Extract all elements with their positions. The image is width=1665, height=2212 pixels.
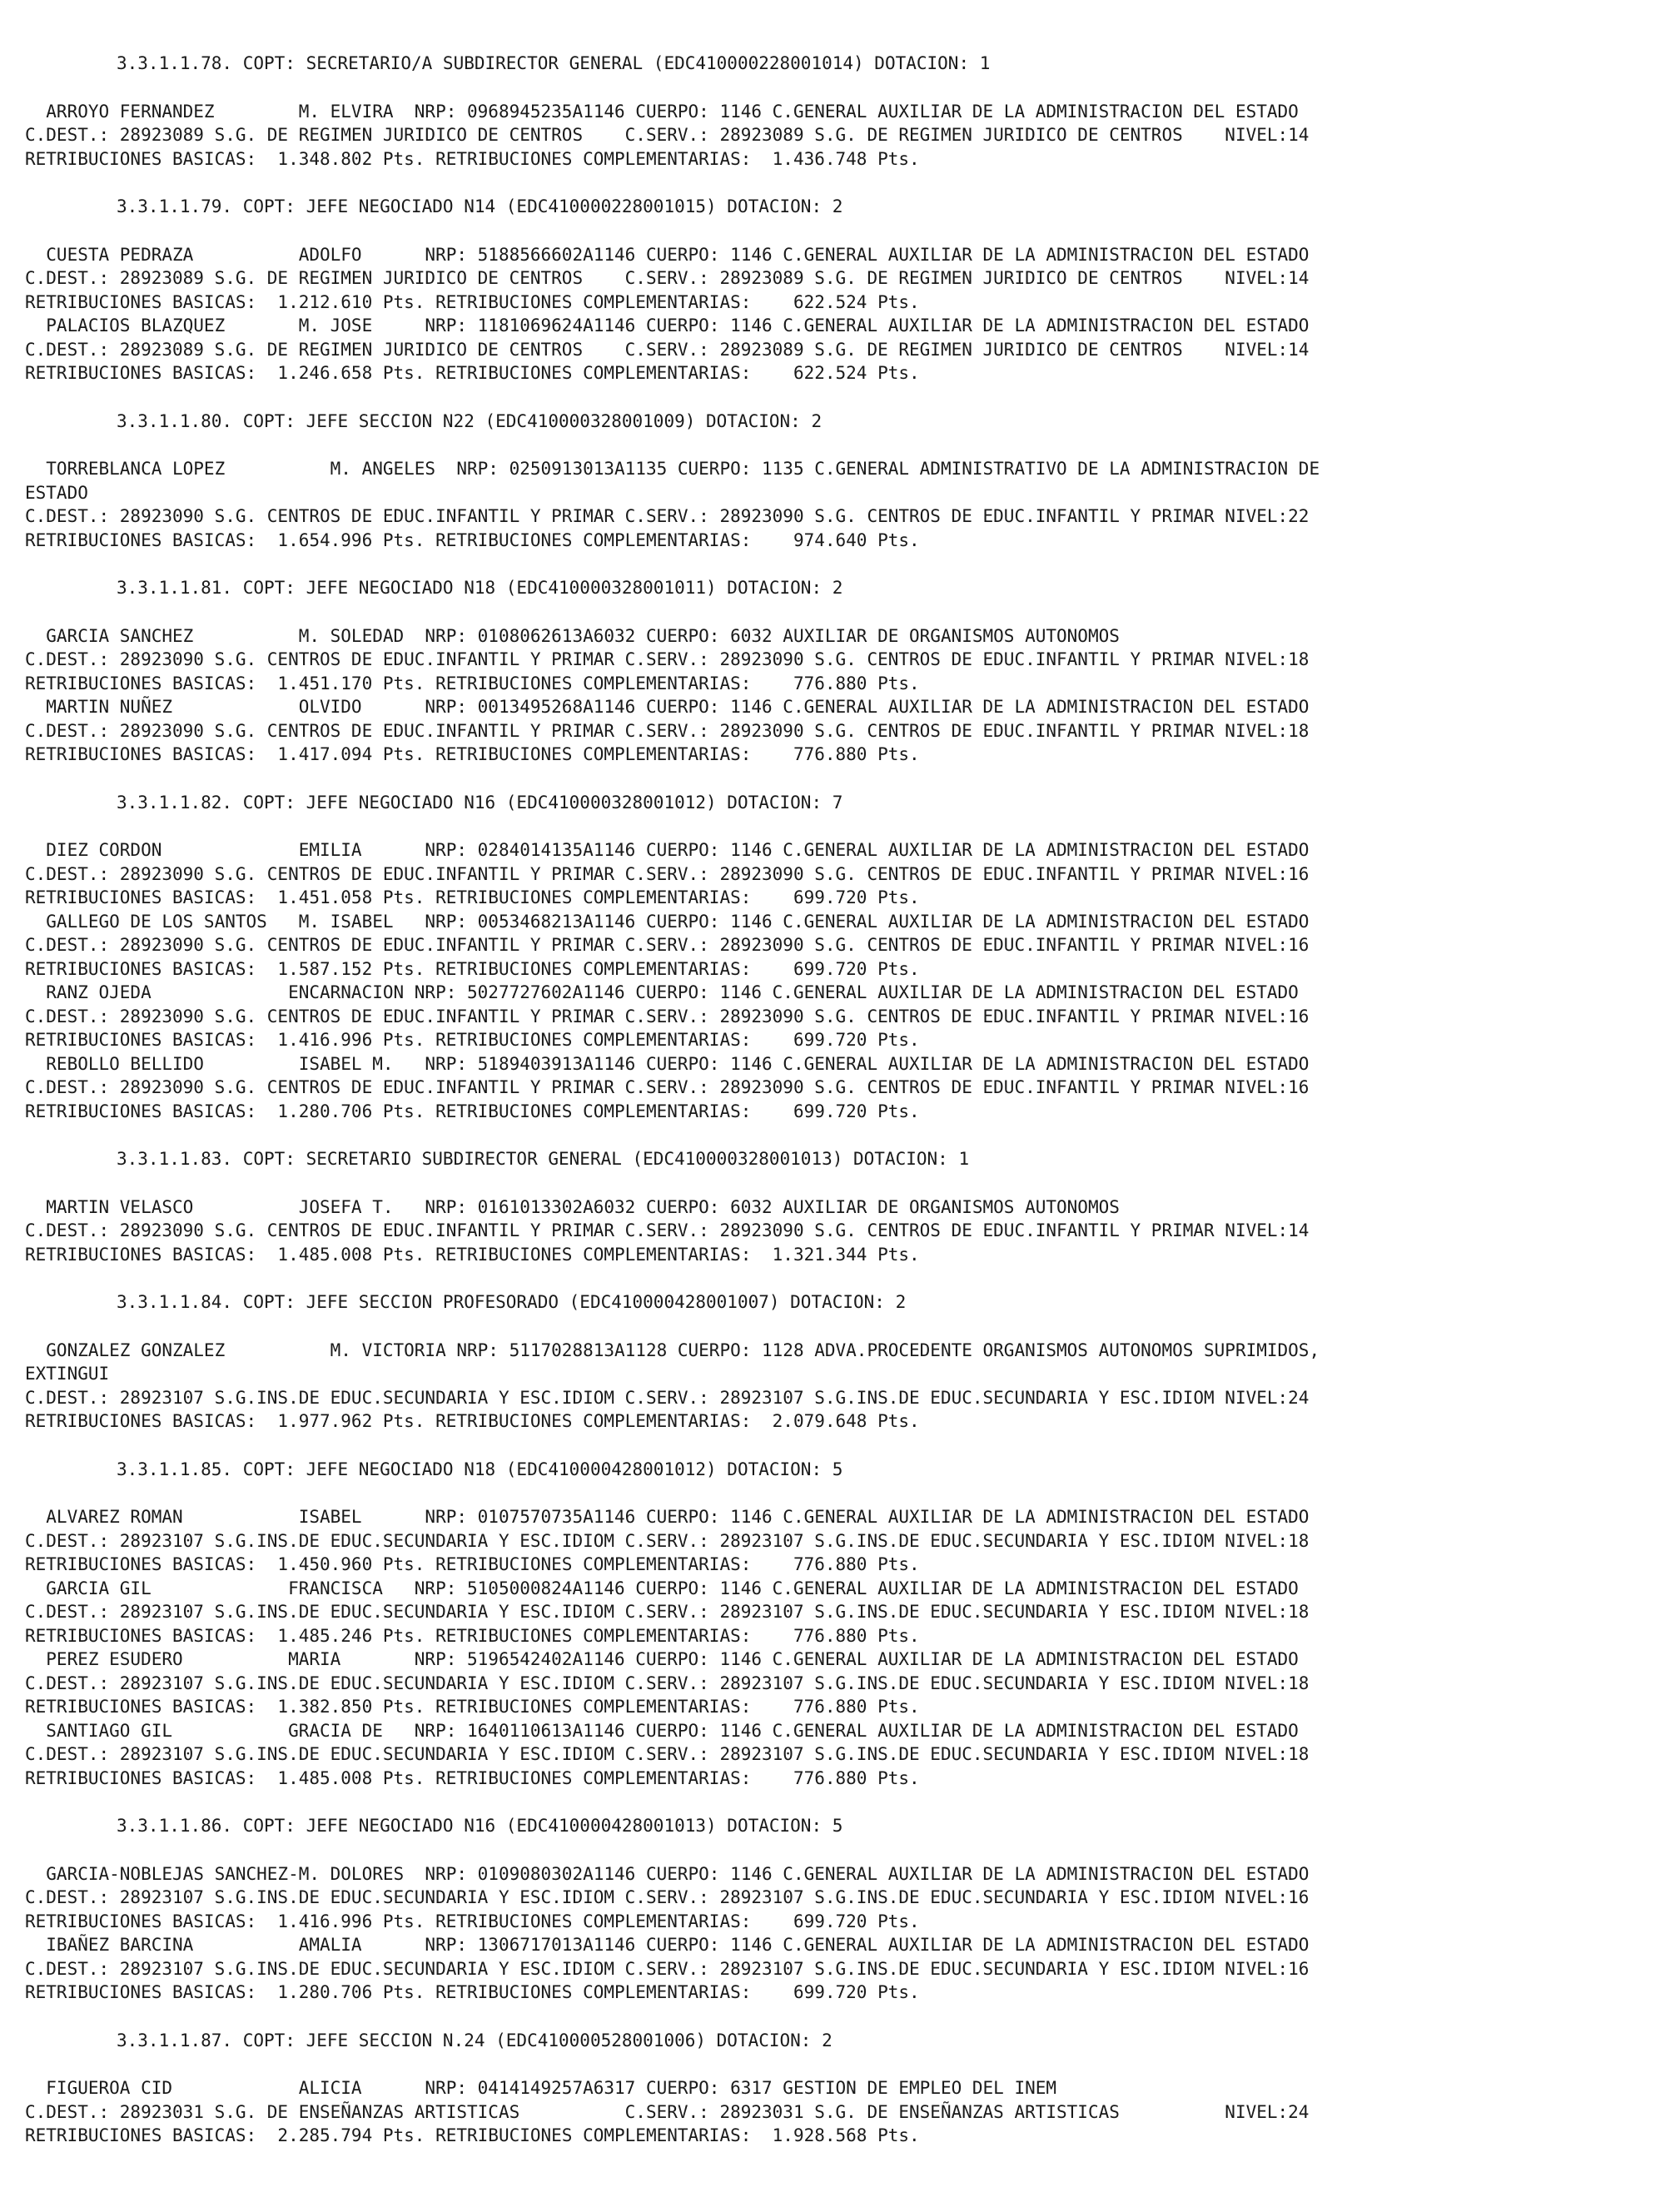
record-line: GONZALEZ GONZALEZ M. VICTORIA NRP: 5117028813A1128 CUERPO: 1128 ADVA.PROCEDENTE ORGANISMOS AUTONOMOS SUPRIMIDOS,	[25, 1340, 1320, 1360]
record-line: RETRIBUCIONES BASICAS: 1.417.094 Pts. RETRIBUCIONES COMPLEMENTARIAS: 776.880 Pts.	[25, 744, 920, 764]
record-line: RANZ OJEDA ENCARNACION NRP: 5027727602A1146 CUERPO: 1146 C.GENERAL AUXILIAR DE LA ADMINISTRACION DEL ESTADO	[25, 982, 1299, 1002]
record-line: RETRIBUCIONES BASICAS: 1.280.706 Pts. RETRIBUCIONES COMPLEMENTARIAS: 699.720 Pts.	[25, 1982, 920, 2002]
section-header: 3.3.1.1.78. COPT: SECRETARIO/A SUBDIRECTOR GENERAL (EDC410000228001014) DOTACION: 1	[117, 53, 991, 73]
record-line: GARCIA GIL FRANCISCA NRP: 5105000824A1146 CUERPO: 1146 C.GENERAL AUXILIAR DE LA ADMINISTRACION DEL ESTADO	[25, 1578, 1299, 1598]
record-line: CUESTA PEDRAZA ADOLFO NRP: 5188566602A1146 CUERPO: 1146 C.GENERAL AUXILIAR DE LA ADMINISTRACION DEL ESTADO	[25, 244, 1310, 265]
section-header: 3.3.1.1.81. COPT: JEFE NEGOCIADO N18 (EDC410000328001011) DOTACION: 2	[117, 578, 843, 598]
record-line: ESTADO	[25, 482, 88, 503]
record-line: RETRIBUCIONES BASICAS: 1.485.008 Pts. RETRIBUCIONES COMPLEMENTARIAS: 776.880 Pts.	[25, 1767, 920, 1788]
record-line: RETRIBUCIONES BASICAS: 1.977.962 Pts. RETRIBUCIONES COMPLEMENTARIAS: 2.079.648 Pts.	[25, 1411, 920, 1431]
record-line: C.DEST.: 28923090 S.G. CENTROS DE EDUC.INFANTIL Y PRIMAR C.SERV.: 28923090 S.G. CENTROS DE EDUC.INFANTIL Y PRIMAR NIVEL:16	[25, 1077, 1310, 1097]
record-line: PALACIOS BLAZQUEZ M. JOSE NRP: 1181069624A1146 CUERPO: 1146 C.GENERAL AUXILIAR DE LA ADMINISTRACION DEL ESTADO	[25, 316, 1310, 336]
record-line: RETRIBUCIONES BASICAS: 1.280.706 Pts. RETRIBUCIONES COMPLEMENTARIAS: 699.720 Pts.	[25, 1101, 920, 1121]
record-line: REBOLLO BELLIDO ISABEL M. NRP: 5189403913A1146 CUERPO: 1146 C.GENERAL AUXILIAR DE LA ADMINISTRACION DEL ESTADO	[25, 1053, 1310, 1074]
record-line: C.DEST.: 28923090 S.G. CENTROS DE EDUC.INFANTIL Y PRIMAR C.SERV.: 28923090 S.G. CENTROS DE EDUC.INFANTIL Y PRIMAR NIVEL:16	[25, 935, 1310, 955]
record-line: C.DEST.: 28923107 S.G.INS.DE EDUC.SECUNDARIA Y ESC.IDIOM C.SERV.: 28923107 S.G.INS.DE EDUC.SECUNDARIA Y ESC.IDIOM NIVEL:18	[25, 1744, 1310, 1764]
record-line: C.DEST.: 28923089 S.G. DE REGIMEN JURIDICO DE CENTROS C.SERV.: 28923089 S.G. DE REGIMEN JURIDICO DE CENTROS NIVEL:14	[25, 268, 1310, 288]
record-line: PEREZ ESUDERO MARIA NRP: 5196542402A1146 CUERPO: 1146 C.GENERAL AUXILIAR DE LA ADMINISTRACION DEL ESTADO	[25, 1649, 1299, 1669]
record-line: C.DEST.: 28923089 S.G. DE REGIMEN JURIDICO DE CENTROS C.SERV.: 28923089 S.G. DE REGIMEN JURIDICO DE CENTROS NIVEL:14	[25, 339, 1310, 360]
record-line: C.DEST.: 28923090 S.G. CENTROS DE EDUC.INFANTIL Y PRIMAR C.SERV.: 28923090 S.G. CENTROS DE EDUC.INFANTIL Y PRIMAR NIVEL:22	[25, 506, 1310, 526]
record-line: ALVAREZ ROMAN ISABEL NRP: 0107570735A1146 CUERPO: 1146 C.GENERAL AUXILIAR DE LA ADMINISTRACION DEL ESTADO	[25, 1507, 1310, 1527]
record-line: C.DEST.: 28923107 S.G.INS.DE EDUC.SECUNDARIA Y ESC.IDIOM C.SERV.: 28923107 S.G.INS.DE EDUC.SECUNDARIA Y ESC.IDIOM NIVEL:18	[25, 1673, 1310, 1693]
post-section	[25, 1458, 1640, 1791]
record-line: MARTIN NUÑEZ OLVIDO NRP: 0013495268A1146 CUERPO: 1146 C.GENERAL AUXILIAR DE LA ADMINISTRACION DEL ESTADO	[25, 697, 1310, 717]
section-header: 3.3.1.1.83. COPT: SECRETARIO SUBDIRECTOR GENERAL (EDC410000328001013) DOTACION: 1	[117, 1149, 970, 1169]
record-line: RETRIBUCIONES BASICAS: 1.450.960 Pts. RETRIBUCIONES COMPLEMENTARIAS: 776.880 Pts.	[25, 1554, 920, 1574]
record-line: C.DEST.: 28923090 S.G. CENTROS DE EDUC.INFANTIL Y PRIMAR C.SERV.: 28923090 S.G. CENTROS DE EDUC.INFANTIL Y PRIMAR NIVEL:16	[25, 1006, 1310, 1026]
record-line: C.DEST.: 28923031 S.G. DE ENSEÑANZAS ARTISTICAS C.SERV.: 28923031 S.G. DE ENSEÑANZAS ARTISTICAS NIVEL:24	[25, 2101, 1310, 2122]
post-section	[25, 791, 1640, 1124]
record-line: C.DEST.: 28923090 S.G. CENTROS DE EDUC.INFANTIL Y PRIMAR C.SERV.: 28923090 S.G. CENTROS DE EDUC.INFANTIL Y PRIMAR NIVEL:14	[25, 1220, 1310, 1240]
record-line: GARCIA SANCHEZ M. SOLEDAD NRP: 0108062613A6032 CUERPO: 6032 AUXILIAR DE ORGANISMOS AUTONOMOS	[25, 625, 1120, 646]
post-section	[25, 195, 1640, 385]
post-section	[25, 52, 1640, 171]
record-line: C.DEST.: 28923107 S.G.INS.DE EDUC.SECUNDARIA Y ESC.IDIOM C.SERV.: 28923107 S.G.INS.DE EDUC.SECUNDARIA Y ESC.IDIOM NIVEL:16	[25, 1887, 1310, 1907]
record-line: EXTINGUI	[25, 1364, 110, 1384]
record-line: C.DEST.: 28923090 S.G. CENTROS DE EDUC.INFANTIL Y PRIMAR C.SERV.: 28923090 S.G. CENTROS DE EDUC.INFANTIL Y PRIMAR NIVEL:16	[25, 863, 1310, 884]
post-section	[25, 2029, 1640, 2148]
section-header: 3.3.1.1.85. COPT: JEFE NEGOCIADO N18 (EDC410000428001012) DOTACION: 5	[117, 1459, 843, 1479]
record-line: RETRIBUCIONES BASICAS: 1.382.850 Pts. RETRIBUCIONES COMPLEMENTARIAS: 776.880 Pts.	[25, 1697, 920, 1717]
record-line: RETRIBUCIONES BASICAS: 2.285.794 Pts. RETRIBUCIONES COMPLEMENTARIAS: 1.928.568 Pts.	[25, 2125, 920, 2145]
record-line: IBAÑEZ BARCINA AMALIA NRP: 1306717013A1146 CUERPO: 1146 C.GENERAL AUXILIAR DE LA ADMINISTRACION DEL ESTADO	[25, 1935, 1310, 1955]
record-line: RETRIBUCIONES BASICAS: 1.348.802 Pts. RETRIBUCIONES COMPLEMENTARIAS: 1.436.748 Pts.	[25, 148, 920, 169]
record-line: RETRIBUCIONES BASICAS: 1.416.996 Pts. RETRIBUCIONES COMPLEMENTARIAS: 699.720 Pts.	[25, 1911, 920, 1931]
post-section	[25, 1290, 1640, 1434]
record-line: DIEZ CORDON EMILIA NRP: 0284014135A1146 CUERPO: 1146 C.GENERAL AUXILIAR DE LA ADMINISTRACION DEL ESTADO	[25, 840, 1310, 860]
section-header: 3.3.1.1.79. COPT: JEFE NEGOCIADO N14 (EDC410000228001015) DOTACION: 2	[117, 196, 843, 216]
post-section	[25, 410, 1640, 553]
section-header: 3.3.1.1.87. COPT: JEFE SECCION N.24 (EDC410000528001006) DOTACION: 2	[117, 2030, 832, 2050]
record-line: RETRIBUCIONES BASICAS: 1.485.246 Pts. RETRIBUCIONES COMPLEMENTARIAS: 776.880 Pts.	[25, 1625, 920, 1646]
record-line: RETRIBUCIONES BASICAS: 1.416.996 Pts. RETRIBUCIONES COMPLEMENTARIAS: 699.720 Pts.	[25, 1030, 920, 1050]
record-line: C.DEST.: 28923107 S.G.INS.DE EDUC.SECUNDARIA Y ESC.IDIOM C.SERV.: 28923107 S.G.INS.DE EDUC.SECUNDARIA Y ESC.IDIOM NIVEL:24	[25, 1387, 1310, 1408]
record-line: GARCIA-NOBLEJAS SANCHEZ-M. DOLORES NRP: 0109080302A1146 CUERPO: 1146 C.GENERAL AUXILIAR DE LA ADMINISTRACION DEL ESTADO	[25, 1863, 1310, 1884]
record-line: SANTIAGO GIL GRACIA DE NRP: 1640110613A1146 CUERPO: 1146 C.GENERAL AUXILIAR DE LA ADMINISTRACION DEL ESTADO	[25, 1720, 1299, 1741]
record-line: C.DEST.: 28923090 S.G. CENTROS DE EDUC.INFANTIL Y PRIMAR C.SERV.: 28923090 S.G. CENTROS DE EDUC.INFANTIL Y PRIMAR NIVEL:18	[25, 720, 1310, 741]
record-line: RETRIBUCIONES BASICAS: 1.246.658 Pts. RETRIBUCIONES COMPLEMENTARIAS: 622.524 Pts.	[25, 363, 920, 383]
record-line: RETRIBUCIONES BASICAS: 1.451.058 Pts. RETRIBUCIONES COMPLEMENTARIAS: 699.720 Pts.	[25, 887, 920, 907]
record-line: MARTIN VELASCO JOSEFA T. NRP: 0161013302A6032 CUERPO: 6032 AUXILIAR DE ORGANISMOS AUTONOMOS	[25, 1196, 1120, 1217]
record-line: ARROYO FERNANDEZ M. ELVIRA NRP: 0968945235A1146 CUERPO: 1146 C.GENERAL AUXILIAR DE LA ADMINISTRACION DEL ESTADO	[25, 101, 1299, 122]
record-line: C.DEST.: 28923107 S.G.INS.DE EDUC.SECUNDARIA Y ESC.IDIOM C.SERV.: 28923107 S.G.INS.DE EDUC.SECUNDARIA Y ESC.IDIOM NIVEL:16	[25, 1958, 1310, 1979]
record-line: RETRIBUCIONES BASICAS: 1.654.996 Pts. RETRIBUCIONES COMPLEMENTARIAS: 974.640 Pts.	[25, 529, 920, 550]
record-line: C.DEST.: 28923107 S.G.INS.DE EDUC.SECUNDARIA Y ESC.IDIOM C.SERV.: 28923107 S.G.INS.DE EDUC.SECUNDARIA Y ESC.IDIOM NIVEL:18	[25, 1530, 1310, 1551]
post-section	[25, 1814, 1640, 2005]
record-line: FIGUEROA CID ALICIA NRP: 0414149257A6317 CUERPO: 6317 GESTION DE EMPLEO DEL INEM	[25, 2078, 1057, 2098]
section-header: 3.3.1.1.86. COPT: JEFE NEGOCIADO N16 (EDC410000428001013) DOTACION: 5	[117, 1816, 843, 1836]
record-line: C.DEST.: 28923090 S.G. CENTROS DE EDUC.INFANTIL Y PRIMAR C.SERV.: 28923090 S.G. CENTROS DE EDUC.INFANTIL Y PRIMAR NIVEL:18	[25, 649, 1310, 669]
section-header: 3.3.1.1.80. COPT: JEFE SECCION N22 (EDC410000328001009) DOTACION: 2	[117, 410, 823, 431]
record-line: RETRIBUCIONES BASICAS: 1.485.008 Pts. RETRIBUCIONES COMPLEMENTARIAS: 1.321.344 Pts.	[25, 1244, 920, 1265]
post-section	[25, 576, 1640, 767]
post-section	[25, 1147, 1640, 1266]
record-line: C.DEST.: 28923089 S.G. DE REGIMEN JURIDICO DE CENTROS C.SERV.: 28923089 S.G. DE REGIMEN JURIDICO DE CENTROS NIVEL:14	[25, 125, 1310, 145]
record-line: C.DEST.: 28923107 S.G.INS.DE EDUC.SECUNDARIA Y ESC.IDIOM C.SERV.: 28923107 S.G.INS.DE EDUC.SECUNDARIA Y ESC.IDIOM NIVEL:18	[25, 1602, 1310, 1622]
section-header: 3.3.1.1.84. COPT: JEFE SECCION PROFESORADO (EDC410000428001007) DOTACION: 2	[117, 1292, 907, 1312]
record-line: TORREBLANCA LOPEZ M. ANGELES NRP: 0250913013A1135 CUERPO: 1135 C.GENERAL ADMINISTRATIVO DE LA ADMINISTRACION DE	[25, 459, 1320, 479]
record-line: RETRIBUCIONES BASICAS: 1.451.170 Pts. RETRIBUCIONES COMPLEMENTARIAS: 776.880 Pts.	[25, 673, 920, 693]
section-header: 3.3.1.1.82. COPT: JEFE NEGOCIADO N16 (EDC410000328001012) DOTACION: 7	[117, 792, 843, 813]
record-line: RETRIBUCIONES BASICAS: 1.587.152 Pts. RETRIBUCIONES COMPLEMENTARIAS: 699.720 Pts.	[25, 958, 920, 979]
record-line: GALLEGO DE LOS SANTOS M. ISABEL NRP: 0053468213A1146 CUERPO: 1146 C.GENERAL AUXILIAR DE LA ADMINISTRACION DEL ESTADO	[25, 911, 1310, 932]
record-line: RETRIBUCIONES BASICAS: 1.212.610 Pts. RETRIBUCIONES COMPLEMENTARIAS: 622.524 Pts.	[25, 291, 920, 312]
